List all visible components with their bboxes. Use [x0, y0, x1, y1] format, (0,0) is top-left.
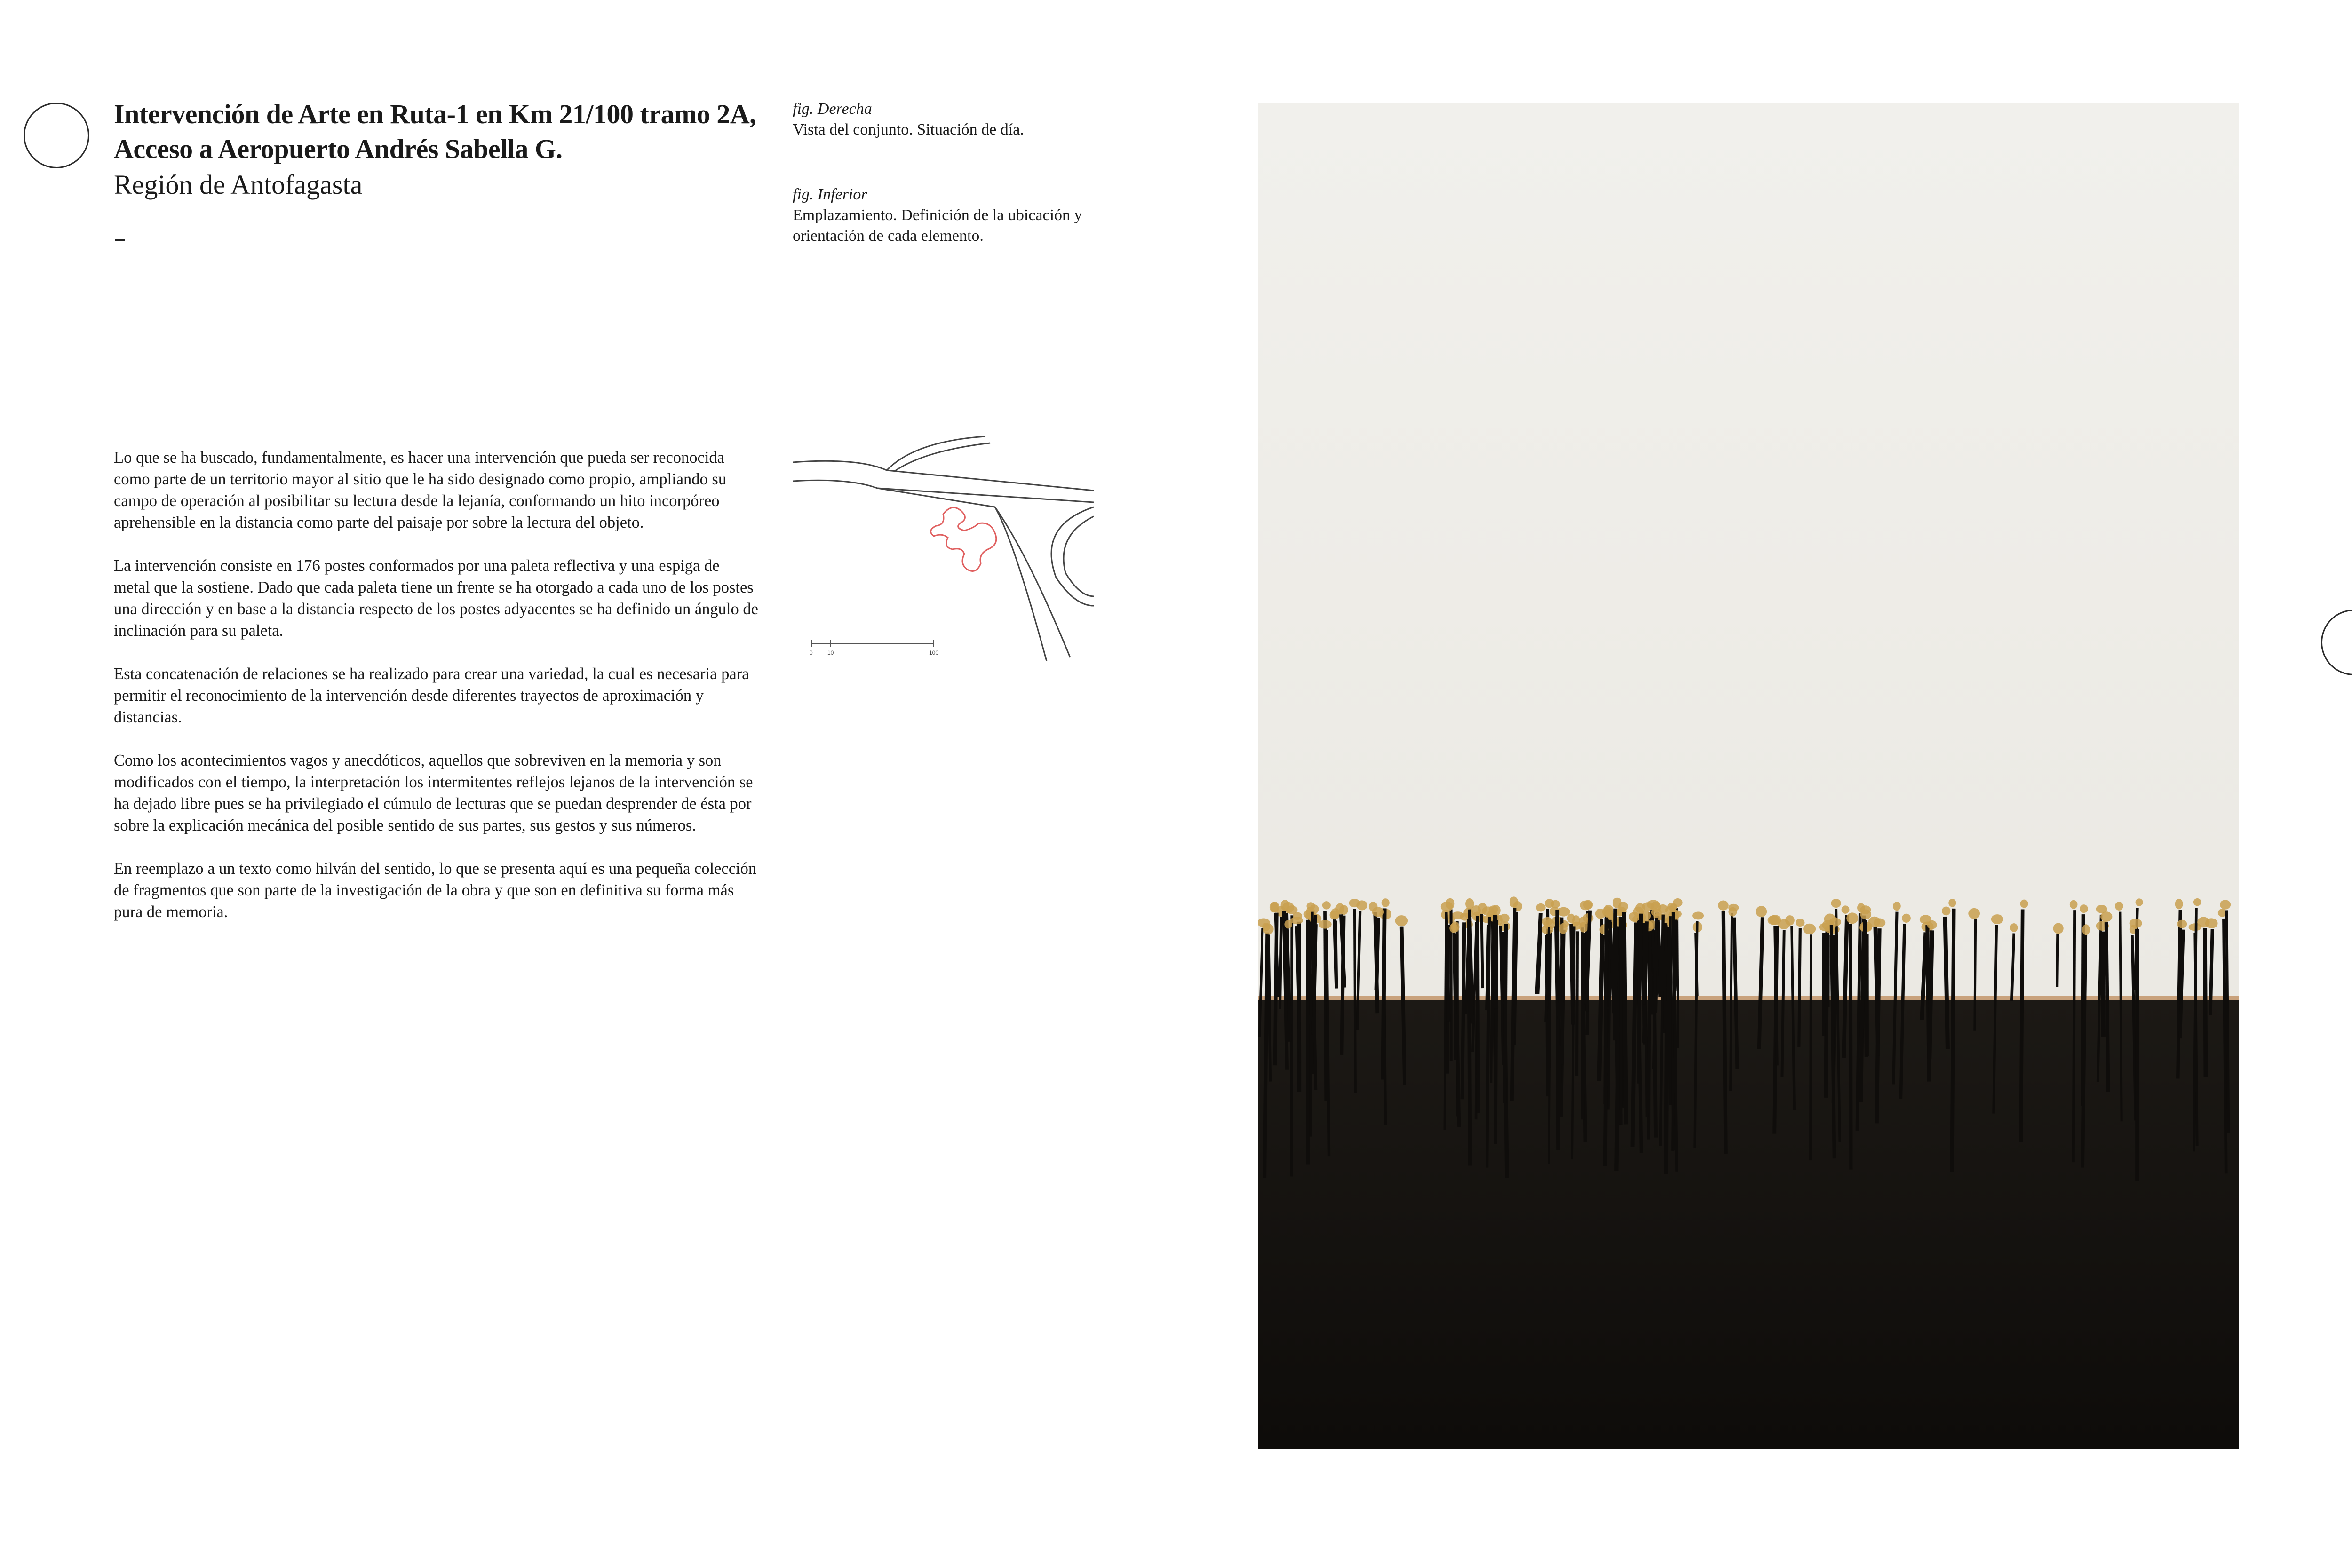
installation-photo [1258, 103, 2239, 1449]
post-stem [1724, 911, 1726, 1154]
paragraph: En reemplazo a un texto como hilván del sentido, lo que se presenta aquí es una pequeña colección de fragmentos que son parte de la investigación de la obra y que son en definitiva su forma más pura de memoria. [114, 860, 757, 921]
post-paddle [1651, 908, 1662, 916]
paragraph: Lo que se ha buscado, fundamentalmente, es hacer una intervención que pueda ser reconocida como parte de un territorio mayor al sitio que le ha sido designado como propio, ampliando su campo de operación al posibilitar su lectura desde la lejanía, conformando un hito incorpóreo aprehensible en la distancia como parte del paisaje por sobre la lectura del objeto. [114, 449, 727, 531]
post-paddle [1319, 920, 1332, 929]
post-paddle [1270, 902, 1278, 912]
post-stem [1495, 915, 1496, 1009]
post-paddle [1263, 924, 1274, 935]
post-paddle [1968, 908, 1980, 919]
post-paddle [1382, 898, 1390, 907]
intervention-outline [931, 507, 996, 571]
caption-right [793, 99, 1131, 140]
post-paddle [1536, 903, 1545, 912]
post-stem [1336, 921, 1337, 988]
post-paddle [1579, 922, 1588, 932]
post-paddle [1478, 903, 1487, 914]
caption-right-text: Vista del conjunto. Situación de día. [793, 121, 1024, 138]
post-paddle [2175, 899, 2183, 910]
post-paddle [1567, 914, 1575, 923]
post-paddle [1335, 903, 1344, 915]
post-stem [1291, 915, 1292, 1176]
post-paddle [2053, 923, 2064, 934]
post-paddle [1281, 900, 1289, 911]
post-paddle [1583, 900, 1593, 910]
caption-bottom [793, 184, 1131, 246]
post-paddle [1349, 899, 1360, 907]
post-paddle [1948, 899, 1956, 907]
post-paddle [1831, 899, 1841, 908]
post-paddle [2177, 920, 2187, 928]
page-title: Intervención de Arte en Ruta-1 en Km 21/100 tramo 2A, Acceso a Aeropuerto Andrés Sabella G. [114, 99, 756, 164]
post-paddle [2136, 898, 2143, 906]
post-paddle [1756, 906, 1767, 917]
photo-sky [1258, 103, 2239, 996]
photo-horizon [1258, 996, 2239, 1000]
roundabout-arc [1064, 516, 1094, 596]
post-paddle [1927, 920, 1937, 929]
caption-right-tag: fig. Derecha [793, 100, 872, 118]
margin-circle-left [24, 103, 89, 168]
post-stem [1952, 909, 1954, 1172]
post-stem [2226, 910, 2228, 1133]
post-paddle [1842, 905, 1850, 913]
post-paddle [2010, 923, 2018, 932]
road-line [894, 443, 990, 472]
paragraph: Esta concatenación de relaciones se ha realizado para crear una variedad, la cual es necesaria para permitir el reconocimiento de la intervención desde diferentes trayectos de aproximación y distancias. [114, 665, 749, 726]
post-paddle [2197, 917, 2209, 928]
post-paddle [1551, 900, 1560, 909]
post-paddle [1559, 923, 1568, 934]
post-stem [2205, 928, 2206, 1077]
post-paddle [1785, 915, 1795, 926]
post-paddle [1692, 911, 1704, 919]
road-line [793, 461, 1094, 491]
roundabout-arc [1051, 507, 1094, 606]
post-paddle [2070, 900, 2078, 909]
post-paddle [1803, 924, 1816, 934]
post-stem [1945, 917, 1947, 1049]
post-paddle [1441, 902, 1453, 912]
post-paddle [1718, 900, 1728, 910]
post-stem [1649, 932, 1650, 1099]
site-plan-figure [793, 436, 1094, 661]
post-stem [1643, 923, 1644, 1004]
post-stem [1376, 918, 1378, 990]
post-stem [1491, 923, 1493, 1083]
post-stem [1975, 919, 1976, 1030]
post-paddle [1991, 914, 2003, 924]
post-paddle [1824, 913, 1836, 924]
title-divider [115, 239, 125, 241]
post-paddle [2220, 900, 2231, 909]
post-paddle [1542, 917, 1553, 926]
post-stem [1583, 933, 1584, 1119]
body-text [114, 447, 758, 944]
post-stem [1462, 922, 1464, 1099]
post-paddle [1290, 917, 1303, 924]
post-paddle [2100, 911, 2112, 922]
post-paddle [1322, 901, 1331, 909]
post-paddle [1868, 917, 1881, 927]
post-paddle [1395, 915, 1408, 926]
scale-label: 100 [929, 649, 939, 656]
post-stem [1557, 910, 1558, 1150]
site-plan-drawing [793, 436, 1094, 661]
post-paddle [2082, 924, 2090, 935]
post-stem [1310, 922, 1311, 1136]
post-paddle [1542, 925, 1553, 934]
post-stem [1930, 930, 1932, 1059]
post-stem [2057, 934, 2058, 987]
post-paddle [1372, 907, 1384, 917]
post-paddle [2115, 902, 2123, 911]
post-paddle [2130, 919, 2142, 928]
post-paddle [1629, 912, 1640, 922]
post-paddle [1306, 902, 1315, 910]
paragraph: Como los acontecimientos vagos y anecdóticos, aquellos que sobreviven en la memoria y son modificados con el tiempo, la interpretación los intermitentes reflejos lejanos de la intervención se ha dejado libre pues se ha privilegiado el cúmulo de lecturas que se puedan desprender de ésta por sobre la explicación mecánica del posible sentido de sus partes, sus gestos y sus números. [114, 752, 753, 834]
post-paddle [1768, 915, 1780, 925]
post-stem [1571, 924, 1573, 1025]
post-paddle [1613, 898, 1622, 908]
post-paddle [1602, 906, 1613, 917]
post-stem [1605, 918, 1606, 1104]
post-stem [2106, 922, 2108, 1092]
post-paddle [2193, 898, 2201, 906]
post-paddle [1647, 900, 1660, 909]
scale-label: 10 [827, 649, 834, 656]
caption-bottom-text: Emplazamiento. Definición de la ubicación y orientación de cada elemento. [793, 206, 1082, 245]
paragraph: La intervención consiste en 176 postes conformados por una paleta reflectiva y una espiga de metal que la sostiene. Dado que cada paleta tiene un frente se ha otorgado a cada uno de los postes una dirección y en base a la distancia respecto de los postes adyacentes se ha definido un ángulo de inclinación para su paleta. [114, 557, 758, 640]
post-paddle [1902, 914, 1911, 923]
post-stem [1355, 909, 1356, 1093]
post-stem [2210, 929, 2212, 1015]
margin-circle-right [2321, 610, 2352, 675]
page-subtitle: Región de Antofagasta [114, 169, 363, 200]
post-paddle [1667, 903, 1677, 911]
post-paddle [1796, 919, 1805, 927]
post-stem [2021, 909, 2023, 1142]
post-stem [1454, 933, 1456, 1060]
post-stem [1482, 914, 1483, 988]
post-paddle [2020, 900, 2028, 908]
post-stem [1280, 917, 1281, 1009]
post-stem [1505, 924, 1506, 1103]
post-stem [2120, 912, 2122, 1122]
caption-bottom-tag: fig. Inferior [793, 186, 867, 203]
post-paddle [1942, 907, 1951, 916]
post-stem [1799, 928, 1800, 1047]
post-paddle [1510, 896, 1518, 907]
post-stem [1383, 908, 1384, 1079]
scale-label: 0 [810, 649, 813, 656]
post-paddle [1635, 903, 1645, 913]
post-stem [1731, 913, 1732, 1091]
post-paddle [1846, 912, 1858, 924]
installation-photo-image [1258, 103, 2239, 1449]
post-paddle [1893, 902, 1901, 911]
post-paddle [1860, 910, 1872, 919]
post-paddle [1728, 907, 1737, 917]
post-stem [1624, 912, 1626, 1124]
road-line [877, 488, 1047, 661]
post-paddle [1451, 921, 1459, 932]
post-paddle [1451, 911, 1464, 919]
post-paddle [2080, 904, 2088, 913]
